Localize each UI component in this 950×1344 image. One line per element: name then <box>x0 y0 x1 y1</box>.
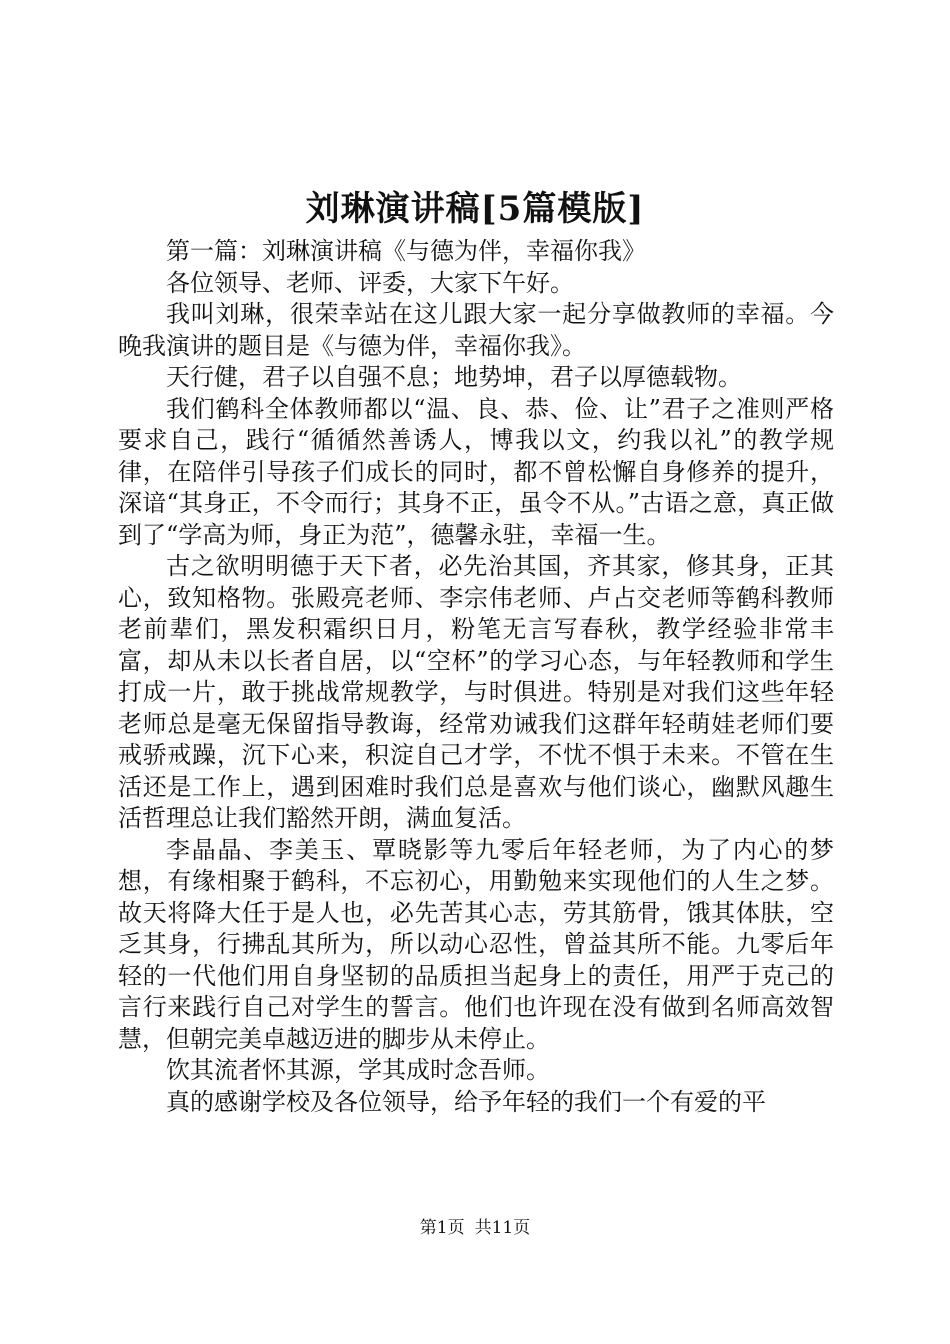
page-number: 第1页 <box>419 1218 465 1238</box>
paragraph: 饮其流者怀其源，学其成时念吾师。 <box>166 1056 550 1084</box>
page-footer <box>0 1216 950 1240</box>
paragraph: 真的感谢学校及各位领导，给予年轻的我们一个有爱的平 <box>166 1087 766 1116</box>
paragraph: 我们鹤科全体教师都以“温、良、恭、俭、让”君子之准则严格要求自己，践行“循循然善诱人，博我以文，约我以礼”的教学规律，在陪伴引导孩子们成长的同时，都不曾松懈自身修养的提升，深谙“其身正，不令而行；其身不正，虽令不从。”古语之意，真正做到了“学高为师，身正为范”，德馨永驻，幸福一生。 <box>118 394 834 549</box>
paragraph: 第一篇：刘琳演讲稿《与德为伴，幸福你我》 <box>166 237 646 265</box>
paragraph: 李晶晶、李美玉、覃晓影等九零后年轻老师，为了内心的梦想，有缘相聚于鹤科，不忘初心，用勤勉来实现他们的人生之梦。故天将降大任于是人也，必先苦其心志，劳其筋骨，饿其体肤，空乏其身，行拂乱其所为，所以动心忍性，曾益其所不能。九零后年轻的一代他们用自身坚韧的品质担当起身上的责任，用严于克己的言行来践行自己对学生的誓言。他们也许现在没有做到名师高效智慧，但朝完美卓越迈进的脚步从未停止。 <box>118 835 834 1053</box>
document-title: 刘琳演讲稿[5篇模版] <box>305 189 645 229</box>
paragraph: 各位领导、老师、评委，大家下午好。 <box>166 268 574 297</box>
paragraph: 古之欲明明德于天下者，必先治其国，齐其家，修其身，正其心，致知格物。张殿亮老师、李宗伟老师、卢占交老师等鹤科教师老前辈们，黑发积霜织日月，粉笔无言写春秋，教学经验非常丰富，却从未以长者自居，以“空杯”的学习心态，与年轻教师和学生打成一片，敢于挑战常规教学，与时俱进。特别是对我们这些年轻老师总是毫无保留指导教诲，经常劝诫我们这群年轻萌娃老师们要戒骄戒躁，沉下心来，积淀自己才学，不忧不惧于未来。不管在生活还是工作上，遇到困难时我们总是喜欢与他们谈心，幽默风趣生活哲理总让我们豁然开朗，满血复活。 <box>118 552 834 832</box>
paragraph: 天行健，君子以自强不息；地势坤，君子以厚德载物。 <box>166 363 742 391</box>
page-total: 共11页 <box>474 1218 531 1238</box>
document-body <box>118 236 834 1118</box>
paragraph: 我叫刘琳，很荣幸站在这儿跟大家一起分享做教师的幸福。今晚我演讲的题目是《与德为伴，幸福你我》。 <box>118 300 834 360</box>
